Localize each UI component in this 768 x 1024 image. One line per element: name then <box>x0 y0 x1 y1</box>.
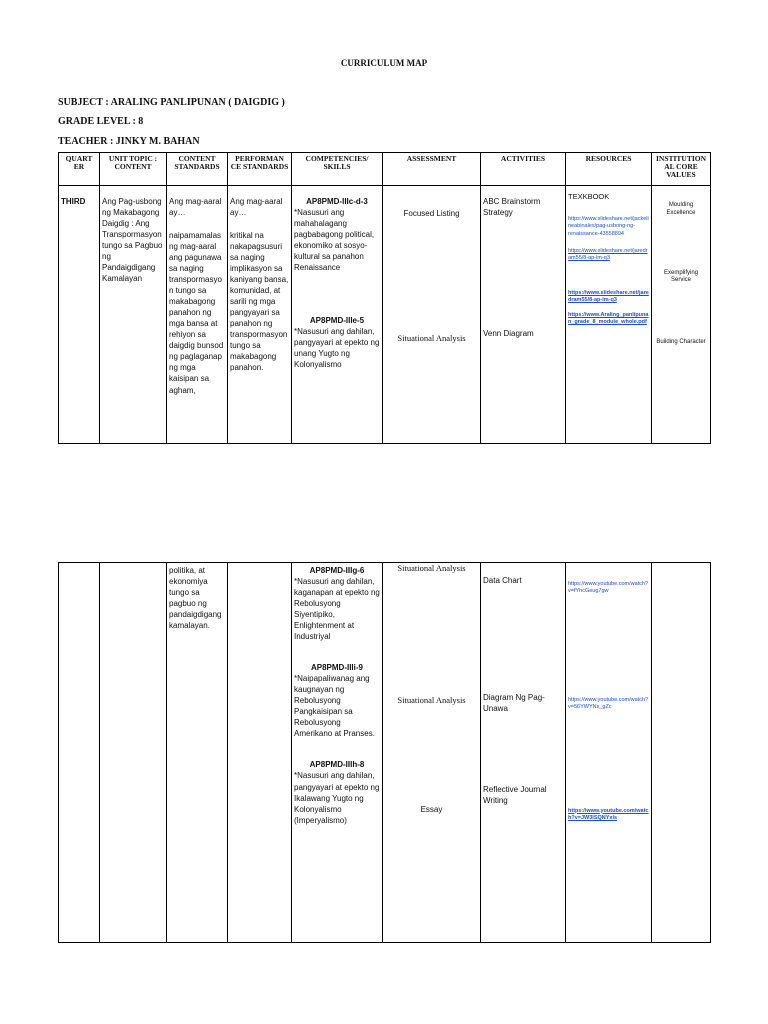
resource-link[interactable]: https://www.slideshare.net/jackelineabinales/pag-usbong-ng-renaissance-43558894 <box>568 216 649 237</box>
resource-link[interactable]: https://www.slideshare.net/jaredram55/8-ap-lm-q3 <box>568 247 648 261</box>
competency-code: AP8PMD-IIIc-d-3 <box>306 197 368 206</box>
activity-text: Venn Diagram <box>483 329 534 339</box>
activity-text: ABC Brainstorm Strategy <box>483 197 541 218</box>
resource-link[interactable]: https://www.youtube.com/watch?v=JW3ISQNYxls <box>568 807 649 821</box>
competency-text: *Nasusuri ang dahilan, pangyayari at epekto ng unang Yugto ng Kolonyalismo <box>294 327 380 370</box>
quarter-cell <box>59 563 100 943</box>
competencies-cell <box>292 186 383 444</box>
core-value-text: Exemplifying Service <box>663 269 698 284</box>
resource-link[interactable]: https://www.youtube.com/watch?v=fYhcGeug7gw <box>568 581 649 595</box>
unit-topic-cell <box>100 563 167 943</box>
activities-cell <box>481 563 566 943</box>
content-standards-intro: Ang mag-aaral ay… <box>169 197 222 218</box>
competency-text: *Nasusuri ang dahilan, kaganapan at epekto ng Rebolusyong Siyentipiko, Enlightenment at Industriyal <box>294 577 380 642</box>
activity-text: Reflective Journal Writing <box>483 785 547 806</box>
resource-title: TEXKBOOK <box>568 192 610 201</box>
table-row <box>59 563 711 943</box>
assessment-text: Essay <box>420 805 443 815</box>
unit-topic-text: Ang Pag-usbong ng Makabagong Daigdig : Ang Transpormasyon tungo sa Pagbuo ng Pandaigdigang Kamalayan <box>102 197 163 284</box>
activities-cell <box>481 186 566 444</box>
header-unit-topic: UNIT TOPIC : CONTENT <box>100 153 167 186</box>
assessment-text: Situational Analysis <box>397 563 466 573</box>
performance-standards-cell <box>228 186 292 444</box>
resources-cell <box>566 186 652 444</box>
content-standards-text: politika, at ekonomiya tungo sa pagbuo ng pandaigdigang kamalayan. <box>169 566 222 631</box>
performance-standards-cell <box>228 563 292 943</box>
quarter-value: THIRD <box>61 197 86 206</box>
header-resources: RESOURCES <box>566 153 652 186</box>
quarter-cell <box>59 186 100 444</box>
competency-code: AP8PMD-IIIg-6 <box>309 566 365 575</box>
competency-text: *Nasusuri ang dahilan, pangyayari at epekto ng Ikalawang Yugto ng Kolonyalismo (Imperyalismo) <box>294 771 380 825</box>
assessment-text: Focused Listing <box>403 209 460 218</box>
competency-code: AP8PMD-IIIe-5 <box>309 316 365 326</box>
header-performance-standards: PERFORMAN CE STANDARDS <box>228 153 292 186</box>
subject-line: SUBJECT : ARALING PANLIPUNAN ( DAIGDIG ) <box>58 97 285 108</box>
teacher-line: TEACHER : JINKY M. BAHAN <box>58 136 200 147</box>
header-quarter: QUART ER <box>59 153 100 186</box>
content-standards-cell <box>167 563 228 943</box>
grade-level-line: GRADE LEVEL : 8 <box>58 116 144 127</box>
core-value-text: Building Character <box>656 339 706 346</box>
competency-code: AP8PMD-IIIi-9 <box>310 663 363 673</box>
content-standards-cell <box>167 186 228 444</box>
resource-link[interactable]: https://www.slideshare.net/jaredram55/8-ap-lm-q3 <box>568 290 649 304</box>
header-content-standards: CONTENT STANDARDS <box>167 153 228 186</box>
header-activities: ACTIVITIES <box>481 153 566 186</box>
assessment-text: Situational Analysis <box>397 694 466 705</box>
competencies-cell <box>292 563 383 943</box>
competency-text: *Nasusuri ang mahahalagang pagbabagong political, ekonomiko at sosyo-kultural sa panahon Renaissance <box>294 208 375 273</box>
resource-link[interactable]: https://www.youtube.com/watch?v=56YWYNs_gZc <box>568 697 649 711</box>
resources-cell <box>566 563 652 943</box>
header-competencies: COMPETENCIES/ SKILLS <box>292 153 383 186</box>
table-header-row <box>59 153 711 186</box>
assessment-cell <box>383 563 481 943</box>
unit-topic-cell <box>100 186 167 444</box>
content-standards-text: naipamamalas ng mag-aaral ang pagunawa sa naging transpormasyon tungo sa makabagong panahon ng mga bansa at rehiyon sa daigdig bunsod ng paglaganap ng mga kaisipan sa agham, <box>169 231 224 395</box>
core-values-cell <box>652 186 711 444</box>
curriculum-table-page2 <box>58 562 711 943</box>
core-value-text: Moulding Excellence <box>666 202 696 216</box>
header-assessment: ASSESSMENT <box>383 153 481 186</box>
competency-code: AP8PMD-IIIh-8 <box>309 760 365 770</box>
table-row <box>59 186 711 444</box>
core-values-cell <box>652 563 711 943</box>
assessment-text: Situational Analysis <box>397 333 466 344</box>
competency-text: *Naipapaliwanag ang kaugnayan ng Rebolusyong Pangkaisipan sa Rebolusyong Amerikano at Pranses. <box>294 674 375 739</box>
activity-text: Data Chart <box>483 576 522 585</box>
activity-text: Diagram Ng Pag-Unawa <box>483 693 545 714</box>
assessment-cell <box>383 186 481 444</box>
performance-standards-text: kritikal na nakapagsusuri sa naging implikasyon sa kaniyang bansa, komunidad, at sarili ng mga pangyayari sa panahon ng transpormasyon tungo sa makabagong panahon. <box>230 231 289 373</box>
curriculum-table-page1 <box>58 152 711 444</box>
document-title: CURRICULUM MAP <box>340 58 428 68</box>
header-core-values: INSTITUTION AL CORE VALUES <box>652 153 711 186</box>
performance-standards-intro: Ang mag-aaral ay… <box>230 197 283 218</box>
resource-link[interactable]: https://www.Araling_panlipunan_grade_8_module_whole.pdf <box>568 312 649 326</box>
